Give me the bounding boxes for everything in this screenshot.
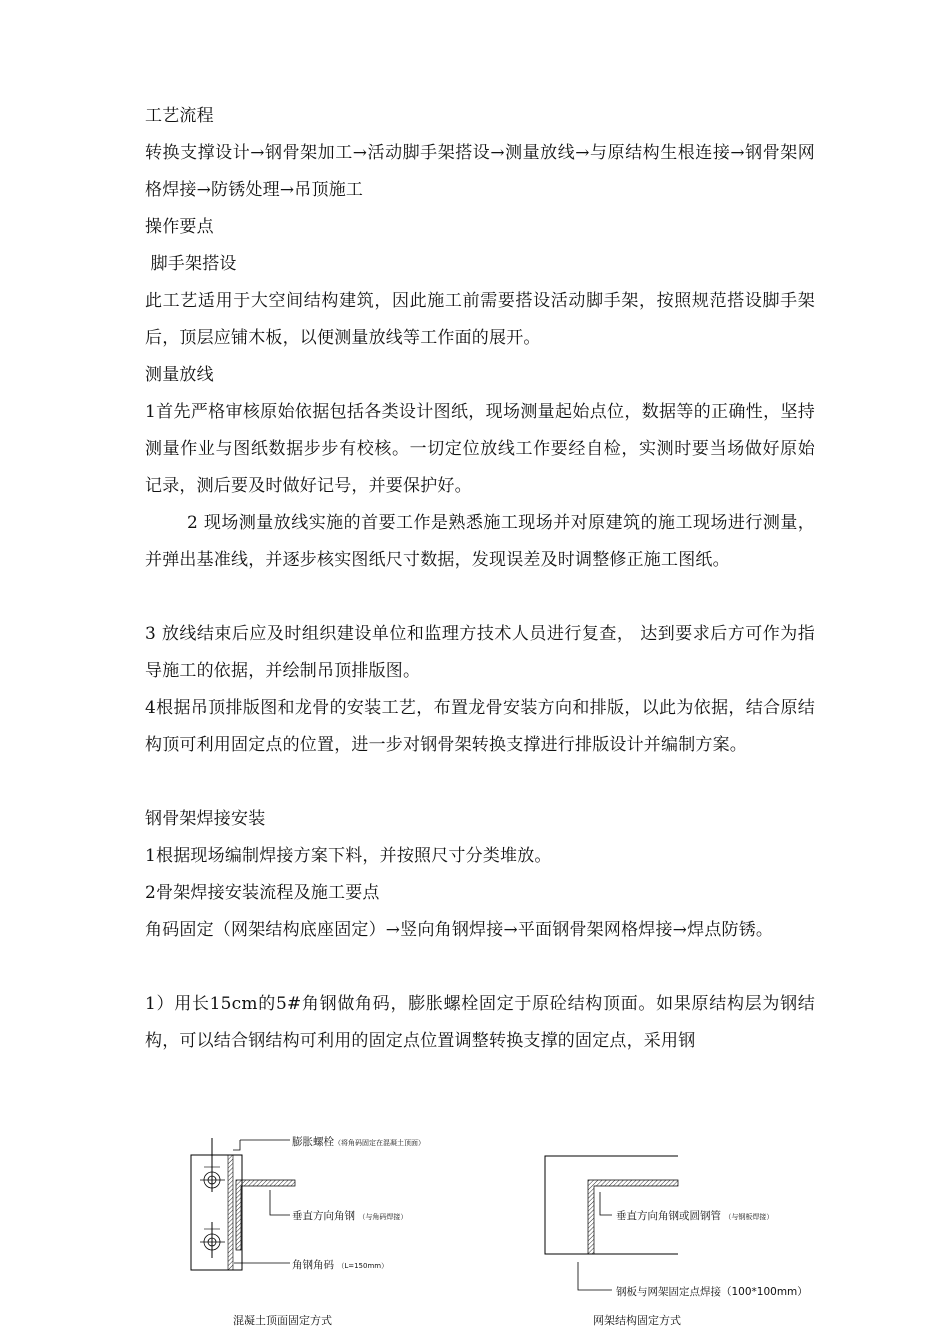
- scaffolding-text: 此工艺适用于大空间结构建筑，因此施工前需要搭设活动脚手架，按照规范搭设脚手架后，顶层应铺木板，以便测量放线等工作面的展开。: [145, 291, 815, 348]
- process-flow-text: 转换支撑设计→钢骨架加工→活动脚手架搭设→测量放线→与原结构生根连接→钢骨架网格焊接→防锈处理→吊顶施工: [145, 143, 815, 200]
- survey-item-1: 1首先严格审核原始依据包括各类设计图纸，现场测量起始点位，数据等的正确性，坚持测量作业与图纸数据步步有校核。一切定位放线工作要经自检，实测时要当场做好原始记录，测后要及时做好记号，并要保护好。: [145, 402, 815, 496]
- survey-item-2: 2 现场测量放线实施的首要工作是熟悉施工现场并对原建筑的施工现场进行测量，并弹出基准线，并逐步核实图纸尺寸数据，发现误差及时调整修正施工图纸。: [145, 513, 815, 570]
- survey-item-3: 3 放线结束后应及时组织建设单位和监理方技术人员进行复查， 达到要求后方可作为指导施工的依据，并绘制吊顶排版图。: [145, 624, 815, 681]
- heading-process-flow: 工艺流程: [145, 106, 214, 126]
- bolt-bottom: [200, 1222, 225, 1258]
- heading-welding: 钢骨架焊接安装: [145, 809, 266, 829]
- heading-scaffolding: 脚手架搭设: [145, 254, 237, 274]
- bolt-top: [200, 1138, 225, 1192]
- welding-flow-text: 角码固定（网架结构底座固定）→竖向角钢焊接→平面钢骨架网格焊接→焊点防锈。: [145, 920, 774, 940]
- concrete-fixing-diagram: [191, 1138, 295, 1270]
- caption-spaceframe-fixing: 网架结构固定方式: [593, 1314, 681, 1327]
- label-vertical-angle-tube: 垂直方向角钢或圆钢管 （与钢板焊接）: [616, 1210, 774, 1222]
- heading-key-points: 操作要点: [145, 217, 214, 237]
- angle-bracket: [228, 1155, 233, 1270]
- label-vertical-angle: 垂直方向角钢 （与角码焊接）: [292, 1210, 408, 1222]
- welding-step-1: 1）用长15cm的5#角钢做角码，膨胀螺栓固定于原砼结构顶面。如果原结构层为钢结构，可以结合钢结构可利用的固定点位置调整转换支撑的固定点，采用钢: [145, 994, 815, 1051]
- label-steel-plate: 钢板与网架固定点焊接（100*100mm）: [616, 1286, 808, 1298]
- welding-item-2: 2骨架焊接安装流程及施工要点: [145, 883, 380, 903]
- spaceframe-fixing-diagram: [545, 1156, 678, 1290]
- heading-survey: 测量放线: [145, 365, 214, 385]
- label-angle-bracket: 角钢角码 （L=150mm）: [292, 1259, 389, 1271]
- caption-concrete-fixing: 混凝土顶面固定方式: [233, 1314, 332, 1327]
- label-expansion-bolt: 膨胀螺栓（将角码固定在混凝土顶面）: [292, 1136, 425, 1148]
- welding-item-1: 1根据现场编制焊接方案下料，并按照尺寸分类堆放。: [145, 846, 552, 866]
- survey-item-4: 4根据吊顶排版图和龙骨的安装工艺，布置龙骨安装方向和排版，以此为依据，结合原结构顶可利用固定点的位置，进一步对钢骨架转换支撑进行排版设计并编制方案。: [145, 698, 815, 755]
